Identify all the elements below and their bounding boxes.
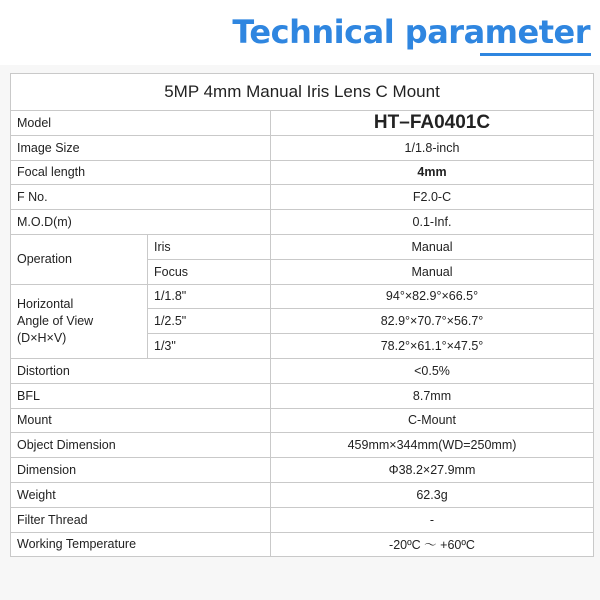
table-caption-row [11, 74, 594, 111]
table-row [11, 458, 594, 483]
page-title: Technical parameter [232, 13, 590, 51]
row-value: 94°×82.9°×66.5° [271, 284, 594, 309]
table-row [11, 482, 594, 507]
sub-label: 1/3" [148, 334, 271, 359]
table-row [11, 532, 594, 557]
row-value: C-Mount [271, 408, 594, 433]
row-value: 78.2°×61.1°×47.5° [271, 334, 594, 359]
spec-table [10, 73, 594, 557]
row-label: Focal length [11, 160, 271, 185]
row-label: F No. [11, 185, 271, 210]
table-row [11, 408, 594, 433]
row-value: F2.0-C [271, 185, 594, 210]
table-row [11, 433, 594, 458]
table-row [11, 383, 594, 408]
operation-label: Operation [11, 234, 148, 284]
table-row [11, 185, 594, 210]
row-label: Distortion [11, 358, 271, 383]
row-value: 0.1-Inf. [271, 210, 594, 235]
sub-label: Iris [148, 234, 271, 259]
angle-label-line: Angle of View [17, 313, 94, 328]
row-value: 459mm×344mm(WD=250mm) [271, 433, 594, 458]
row-value: -20ºC ～ +60ºC [271, 532, 594, 557]
table-row [11, 111, 594, 136]
table-row [11, 507, 594, 532]
title-underline [480, 53, 591, 56]
row-value: Manual [271, 259, 594, 284]
sub-label: Focus [148, 259, 271, 284]
table-row [11, 160, 594, 185]
row-value: 8.7mm [271, 383, 594, 408]
row-label: Dimension [11, 458, 271, 483]
model-value: HT–FA0401C [271, 111, 594, 136]
sub-label: 1/1.8" [148, 284, 271, 309]
table-row [11, 135, 594, 160]
row-value: 82.9°×70.7°×56.7° [271, 309, 594, 334]
table-row [11, 234, 594, 259]
row-label: Weight [11, 482, 271, 507]
angle-label-line: Horizontal [17, 296, 74, 311]
row-value: - [271, 507, 594, 532]
row-value: Manual [271, 234, 594, 259]
row-value: 4mm [271, 160, 594, 185]
row-value: <0.5% [271, 358, 594, 383]
row-label: Filter Thread [11, 507, 271, 532]
row-value: Φ38.2×27.9mm [271, 458, 594, 483]
angle-of-view-label [11, 284, 148, 358]
sub-label: 1/2.5" [148, 309, 271, 334]
row-label: Working Temperature [11, 532, 271, 557]
row-label: Model [11, 111, 271, 136]
table-row [11, 284, 594, 309]
row-label: Object Dimension [11, 433, 271, 458]
row-value: 1/1.8-inch [271, 135, 594, 160]
row-label: Image Size [11, 135, 271, 160]
row-value: 62.3g [271, 482, 594, 507]
angle-label-line: (D×H×V) [17, 330, 67, 345]
table-row [11, 358, 594, 383]
table-caption: 5MP 4mm Manual Iris Lens C Mount [11, 74, 594, 111]
row-label: BFL [11, 383, 271, 408]
table-row [11, 210, 594, 235]
row-label: M.O.D(m) [11, 210, 271, 235]
row-label: Mount [11, 408, 271, 433]
